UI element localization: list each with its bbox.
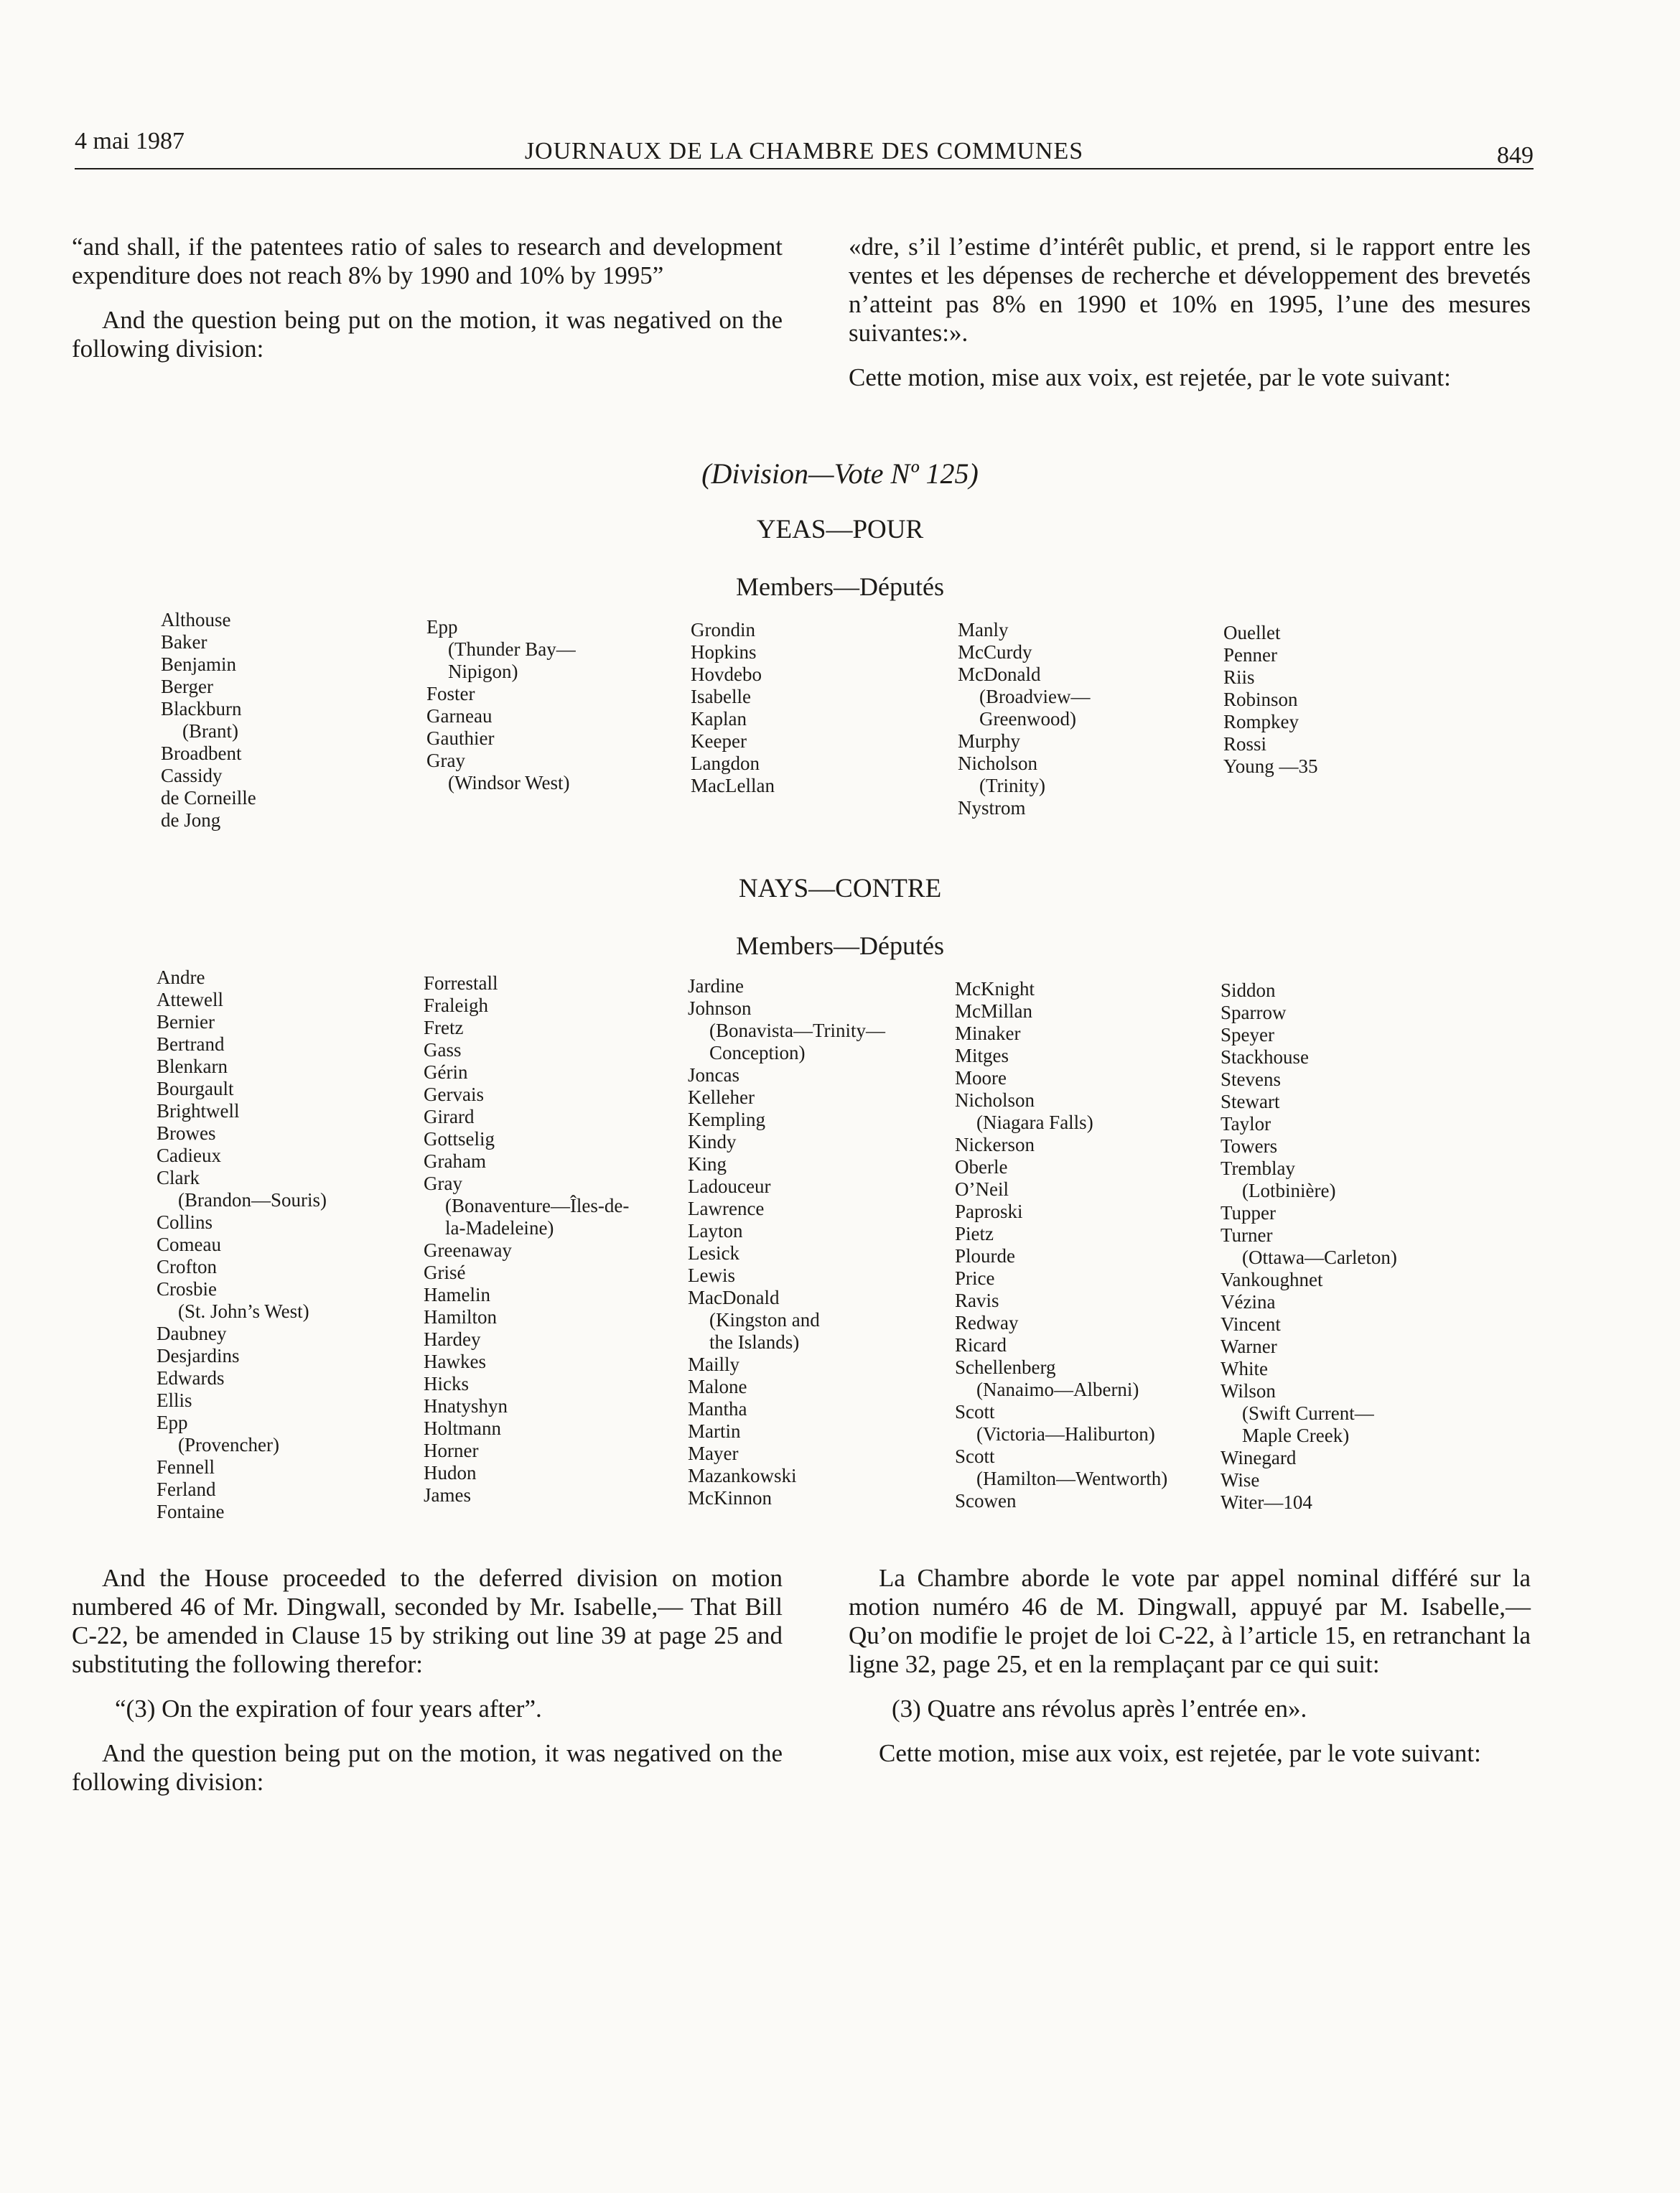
member-name: Tremblay (1221, 1158, 1296, 1179)
member-name: Sparrow (1221, 1002, 1287, 1023)
member-name: Bertrand (157, 1033, 225, 1055)
member-name: Greenaway (424, 1239, 512, 1261)
member-name: Jardine (688, 975, 744, 997)
member-name: Edwards (157, 1367, 225, 1389)
member-name: Price (955, 1267, 995, 1289)
member-name: Moore (955, 1067, 1007, 1089)
division-title: (Division—Vote Nº 125) (701, 457, 979, 490)
member-name: Epp (157, 1412, 188, 1433)
member-name: Berger (161, 676, 213, 697)
member-name: Young —35 (1223, 755, 1318, 777)
english-replacement-text: “(3) On the expiration of four years after”. (115, 1695, 542, 1723)
member-name: Hicks (424, 1373, 469, 1395)
member-name: Ferland (157, 1479, 216, 1500)
member-name: de Jong (161, 809, 221, 831)
member-name: Hawkes (424, 1351, 486, 1372)
member-name: Rompkey (1223, 711, 1299, 732)
yeas-column-1 (161, 609, 256, 832)
member-name: Fontaine (157, 1501, 225, 1522)
member-name: Turner (1221, 1224, 1273, 1246)
member-name: Forrestall (424, 972, 498, 994)
member-name: Gray (424, 1173, 462, 1194)
member-name: Kelleher (688, 1086, 755, 1108)
member-name: Lesick (688, 1242, 739, 1264)
nays-column-3 (688, 975, 885, 1509)
member-name: McDonald (958, 664, 1041, 685)
english-division-note: And the question being put on the motion, it was negatived on the following division: (72, 306, 783, 363)
member-name: Kindy (688, 1131, 737, 1153)
member-name: McKnight (955, 978, 1035, 1000)
running-header (75, 128, 1534, 171)
member-name: Manly (958, 619, 1009, 641)
member-name: Blenkarn (157, 1056, 228, 1077)
member-riding: (Hamilton—Wentworth) (976, 1468, 1168, 1489)
nays-members-heading: Members—Députés (736, 931, 944, 960)
english-quoted-amendment: “and shall, if the patentees ratio of sales to research and development expenditure does not reach 8% by 1990 and 10% by 1995” (72, 233, 783, 289)
member-name: Browes (157, 1122, 216, 1144)
member-name: Scowen (955, 1490, 1017, 1512)
english-column-bottom (72, 1564, 783, 1812)
member-name: Stackhouse (1221, 1046, 1309, 1068)
member-name: Foster (426, 683, 475, 704)
member-name: Siddon (1221, 979, 1276, 1001)
member-name: Blackburn (161, 698, 242, 720)
member-name: Mailly (688, 1354, 739, 1375)
member-name: Murphy (958, 730, 1020, 752)
member-name: Crofton (157, 1256, 217, 1277)
member-name: Scott (955, 1401, 995, 1423)
member-name: Layton (688, 1220, 743, 1242)
member-name: Wise (1221, 1469, 1260, 1491)
member-name: Collins (157, 1211, 213, 1233)
nays-column-2 (424, 972, 629, 1507)
member-name: Keeper (691, 730, 747, 752)
member-name: Grisé (424, 1262, 466, 1283)
member-name: Gray (426, 750, 465, 771)
yeas-members-heading: Members—Députés (736, 572, 944, 601)
member-riding: (Brandon—Souris) (178, 1189, 327, 1211)
member-riding: (Bonavista—Trinity— (709, 1020, 886, 1041)
member-name: Nickerson (955, 1134, 1035, 1155)
member-name: Gauthier (426, 727, 495, 749)
member-name: O’Neil (955, 1178, 1009, 1200)
member-name: McKinnon (688, 1487, 772, 1509)
member-riding: (Brant) (182, 720, 238, 742)
member-name: Hudon (424, 1462, 477, 1484)
member-name: Hnatyshyn (424, 1395, 508, 1417)
member-name: Gass (424, 1039, 462, 1061)
nays-heading: NAYS—CONTRE (738, 874, 942, 903)
member-name: Schellenberg (955, 1356, 1056, 1378)
member-name: Andre (157, 967, 205, 988)
english-deferred-division: And the House proceeded to the deferred division on motion numbered 46 of Mr. Dingwall, seconded by Mr. Isabelle,— That Bill C-22, be amended in Clause 15 by striking out line 39 at page 25 and substituting the following therefor: (72, 1564, 783, 1678)
yeas-column-3 (691, 619, 775, 797)
member-name: Ricard (955, 1334, 1007, 1356)
yeas-column-5 (1223, 622, 1318, 778)
member-riding: (Kingston and (709, 1309, 820, 1331)
member-riding: Greenwood) (979, 708, 1076, 730)
nays-column-1 (157, 967, 327, 1523)
member-name: Epp (426, 616, 458, 638)
member-riding: (Bonaventure—Îles-de- (445, 1195, 630, 1216)
member-name: James (424, 1484, 471, 1506)
member-riding: (St. John’s West) (178, 1300, 309, 1322)
member-name: Mazankowski (688, 1465, 797, 1486)
member-name: Nicholson (958, 753, 1037, 774)
member-name: Joncas (688, 1064, 739, 1086)
member-name: Isabelle (691, 686, 751, 707)
member-name: McMillan (955, 1000, 1032, 1022)
member-riding: (Niagara Falls) (976, 1112, 1093, 1133)
member-riding: (Trinity) (979, 775, 1046, 796)
member-name: Benjamin (161, 653, 236, 675)
member-name: Tupper (1221, 1202, 1277, 1224)
yeas-column-2 (426, 616, 576, 794)
member-name: Taylor (1221, 1113, 1271, 1135)
french-deferred-division: La Chambre aborde le vote par appel nominal différé sur la motion numéro 46 de M. Dingwall, appuyé par M. Isabelle,— Qu’on modifie le projet de loi C-22, à l’article 15, en retranchant la ligne 32, page 25, et en la remplaçant par ce qui suit: (849, 1564, 1531, 1678)
member-name: Wilson (1221, 1380, 1276, 1402)
member-name: Ouellet (1223, 622, 1281, 643)
header-date: 4 mai 1987 (75, 128, 185, 154)
french-division-note-2: Cette motion, mise aux voix, est rejetée, par le vote suivant: (879, 1739, 1481, 1767)
member-name: Mantha (688, 1398, 747, 1420)
member-name: de Corneille (161, 787, 256, 809)
member-riding: (Victoria—Haliburton) (976, 1423, 1155, 1445)
member-name: Gervais (424, 1084, 484, 1105)
member-riding: (Windsor West) (448, 772, 570, 793)
member-name: Nystrom (958, 797, 1026, 819)
member-name: Holtmann (424, 1417, 501, 1439)
member-name: Mayer (688, 1443, 739, 1464)
member-name: Stevens (1221, 1068, 1281, 1090)
member-name: Speyer (1221, 1024, 1274, 1046)
member-name: Cassidy (161, 765, 223, 786)
member-name: Brightwell (157, 1100, 240, 1122)
member-name: Vincent (1221, 1313, 1281, 1335)
member-name: Comeau (157, 1234, 221, 1255)
member-name: Cadieux (157, 1145, 221, 1166)
member-name: Clark (157, 1167, 200, 1188)
member-name: Daubney (157, 1323, 227, 1344)
english-column-top (72, 233, 783, 379)
member-name: Fennell (157, 1456, 215, 1478)
member-riding: Maple Creek) (1242, 1425, 1350, 1446)
member-name: Hardey (424, 1328, 481, 1350)
member-name: McCurdy (958, 641, 1032, 663)
member-name: Desjardins (157, 1345, 240, 1366)
member-name: Althouse (161, 609, 231, 630)
member-name: Robinson (1223, 689, 1298, 710)
member-name: Minaker (955, 1023, 1021, 1044)
nays-column-5 (1221, 979, 1397, 1514)
member-name: Lawrence (688, 1198, 765, 1219)
member-name: Vankoughnet (1221, 1269, 1323, 1290)
member-name: Pietz (955, 1223, 994, 1244)
member-name: Ladouceur (688, 1175, 771, 1197)
member-name: Paproski (955, 1201, 1023, 1222)
member-name: Martin (688, 1420, 741, 1442)
member-riding: the Islands) (709, 1331, 800, 1353)
member-riding: Conception) (709, 1042, 806, 1063)
yeas-heading: YEAS—POUR (756, 515, 924, 544)
member-name: Crosbie (157, 1278, 217, 1300)
member-name: Langdon (691, 753, 760, 774)
member-name: MacDonald (688, 1287, 780, 1308)
member-name: Graham (424, 1150, 486, 1172)
member-name: Lewis (688, 1265, 735, 1286)
member-riding: (Lotbinière) (1242, 1180, 1336, 1201)
member-riding: (Provencher) (178, 1434, 279, 1456)
member-name: Witer—104 (1221, 1491, 1312, 1513)
member-name: Garneau (426, 705, 493, 727)
member-name: Riis (1223, 666, 1255, 688)
french-division-note: Cette motion, mise aux voix, est rejetée, par le vote suivant: (849, 363, 1451, 391)
member-name: Stewart (1221, 1091, 1280, 1112)
header-rule (75, 168, 1534, 169)
member-name: Girard (424, 1106, 475, 1127)
member-name: Malone (688, 1376, 747, 1397)
member-riding: Nipigon) (448, 661, 518, 682)
yeas-column-4 (958, 619, 1090, 819)
member-name: Horner (424, 1440, 479, 1461)
member-riding: (Broadview— (979, 686, 1091, 707)
member-name: Baker (161, 631, 207, 653)
member-name: Johnson (688, 997, 752, 1019)
french-quoted-amendment: «dre, s’il l’estime d’intérêt public, et prend, si le rapport entre les ventes et les dépenses de recherche et développement des brevetés n’atteint pas 8% en 1990 et 10% en 1995, l’une des mesures suivantes:». (849, 233, 1531, 347)
member-name: Kempling (688, 1109, 765, 1130)
member-name: Ellis (157, 1389, 192, 1411)
member-name: Nicholson (955, 1089, 1035, 1111)
member-name: Fraleigh (424, 995, 488, 1016)
member-name: White (1221, 1358, 1268, 1379)
member-name: Gérin (424, 1061, 468, 1083)
member-name: Ravis (955, 1290, 999, 1311)
member-name: Winegard (1221, 1447, 1297, 1468)
nays-column-4 (955, 978, 1167, 1512)
member-name: MacLellan (691, 775, 775, 796)
header-title: JOURNAUX DE LA CHAMBRE DES COMMUNES (524, 138, 1084, 164)
member-name: Bernier (157, 1011, 215, 1033)
member-name: Plourde (955, 1245, 1015, 1267)
member-name: King (688, 1153, 727, 1175)
member-name: Hovdebo (691, 664, 762, 685)
member-name: Fretz (424, 1017, 464, 1038)
page-number: 849 (1497, 142, 1534, 169)
member-riding: (Swift Current— (1242, 1402, 1374, 1424)
french-column-bottom (849, 1564, 1531, 1784)
member-name: Hamelin (424, 1284, 490, 1305)
member-name: Rossi (1223, 733, 1267, 755)
member-name: Grondin (691, 619, 755, 641)
member-riding: (Nanaimo—Alberni) (976, 1379, 1139, 1400)
member-riding: (Thunder Bay— (448, 638, 576, 660)
member-name: Scott (955, 1445, 995, 1467)
member-name: Warner (1221, 1336, 1277, 1357)
member-name: Kaplan (691, 708, 747, 730)
french-replacement-text: (3) Quatre ans révolus après l’entrée en». (892, 1695, 1307, 1723)
member-name: Vézina (1221, 1291, 1276, 1313)
member-name: Hamilton (424, 1306, 497, 1328)
member-name: Broadbent (161, 742, 242, 764)
french-column-top (849, 233, 1531, 408)
member-riding: (Ottawa—Carleton) (1242, 1247, 1397, 1268)
english-division-note-2: And the question being put on the motion, it was negatived on the following division: (72, 1739, 783, 1796)
member-name: Hopkins (691, 641, 757, 663)
member-riding: la-Madeleine) (445, 1217, 554, 1239)
member-name: Redway (955, 1312, 1019, 1333)
member-name: Penner (1223, 644, 1277, 666)
member-name: Oberle (955, 1156, 1008, 1178)
member-name: Bourgault (157, 1078, 234, 1099)
member-name: Gottselig (424, 1128, 495, 1150)
member-name: Towers (1221, 1135, 1278, 1157)
member-name: Mitges (955, 1045, 1009, 1066)
member-name: Attewell (157, 989, 223, 1010)
